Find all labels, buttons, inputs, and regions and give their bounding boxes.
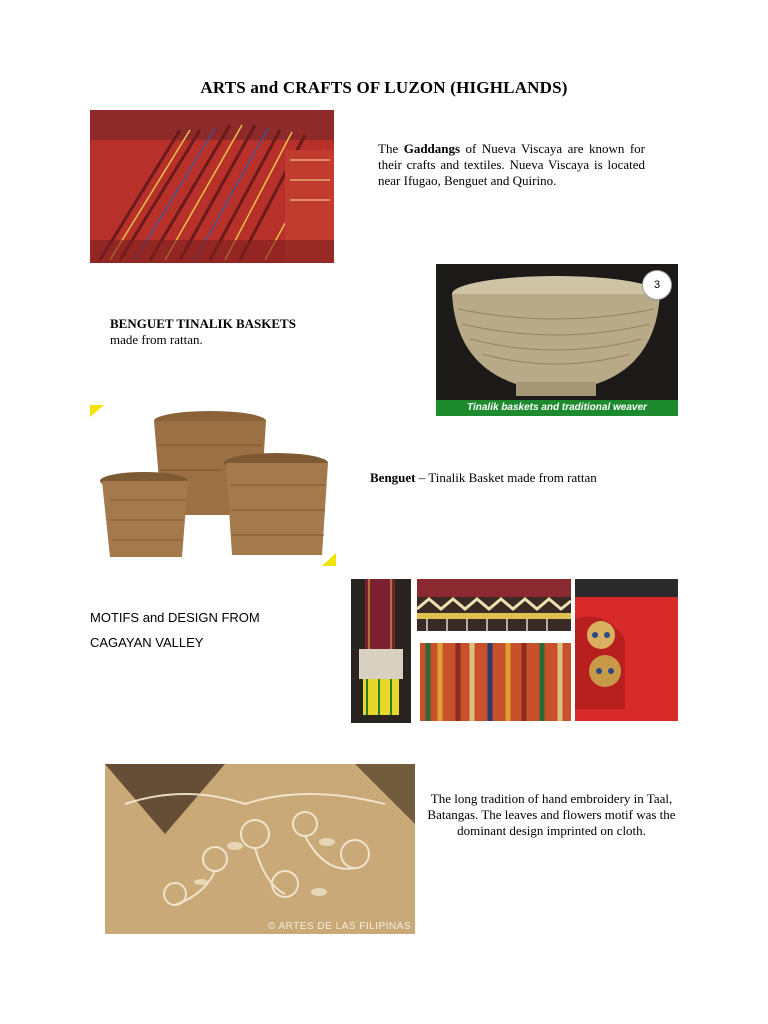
page-title: ARTS and CRAFTS OF LUZON (HIGHLANDS): [200, 78, 568, 97]
cagayan-fringe-photo: [417, 579, 571, 631]
cagayan-heading-line1: MOTIFS and DESIGN FROM: [90, 610, 260, 625]
taal-description: The long tradition of hand embroidery in Taal, Batangas. The leaves and flowers motif was the dominant design imprinted on cloth.: [427, 791, 676, 838]
gaddang-description: The Gaddangs of Nueva Viscaya are known for their crafts and textiles. Nueva Viscaya is located near Ifugao, Benguet and Quirino.: [378, 141, 645, 188]
cagayan-heading-line2: CAGAYAN VALLEY: [90, 635, 204, 650]
benguet-description: Benguet – Tinalik Basket made from rattan: [370, 470, 597, 485]
photo-number-badge: 3: [642, 270, 672, 300]
cagayan-red-garment-photo: [575, 579, 678, 721]
gaddang-textile-photo: [90, 110, 334, 263]
cagayan-striped-textile-photo: [420, 643, 571, 721]
cagayan-beadwork-photo: [351, 579, 411, 723]
tinalik-heading: BENGUET TINALIK BASKETS: [110, 316, 296, 331]
photo-watermark: © ARTES DE LAS FILIPINAS: [267, 921, 411, 932]
photo-caption: Tinalik baskets and traditional weaver: [436, 400, 678, 416]
tinalik-subtext: made from rattan.: [110, 332, 203, 347]
tinalik-basket-photo: [436, 264, 678, 416]
taal-embroidery-photo: [105, 764, 415, 934]
benguet-baskets-photo: [90, 405, 336, 566]
